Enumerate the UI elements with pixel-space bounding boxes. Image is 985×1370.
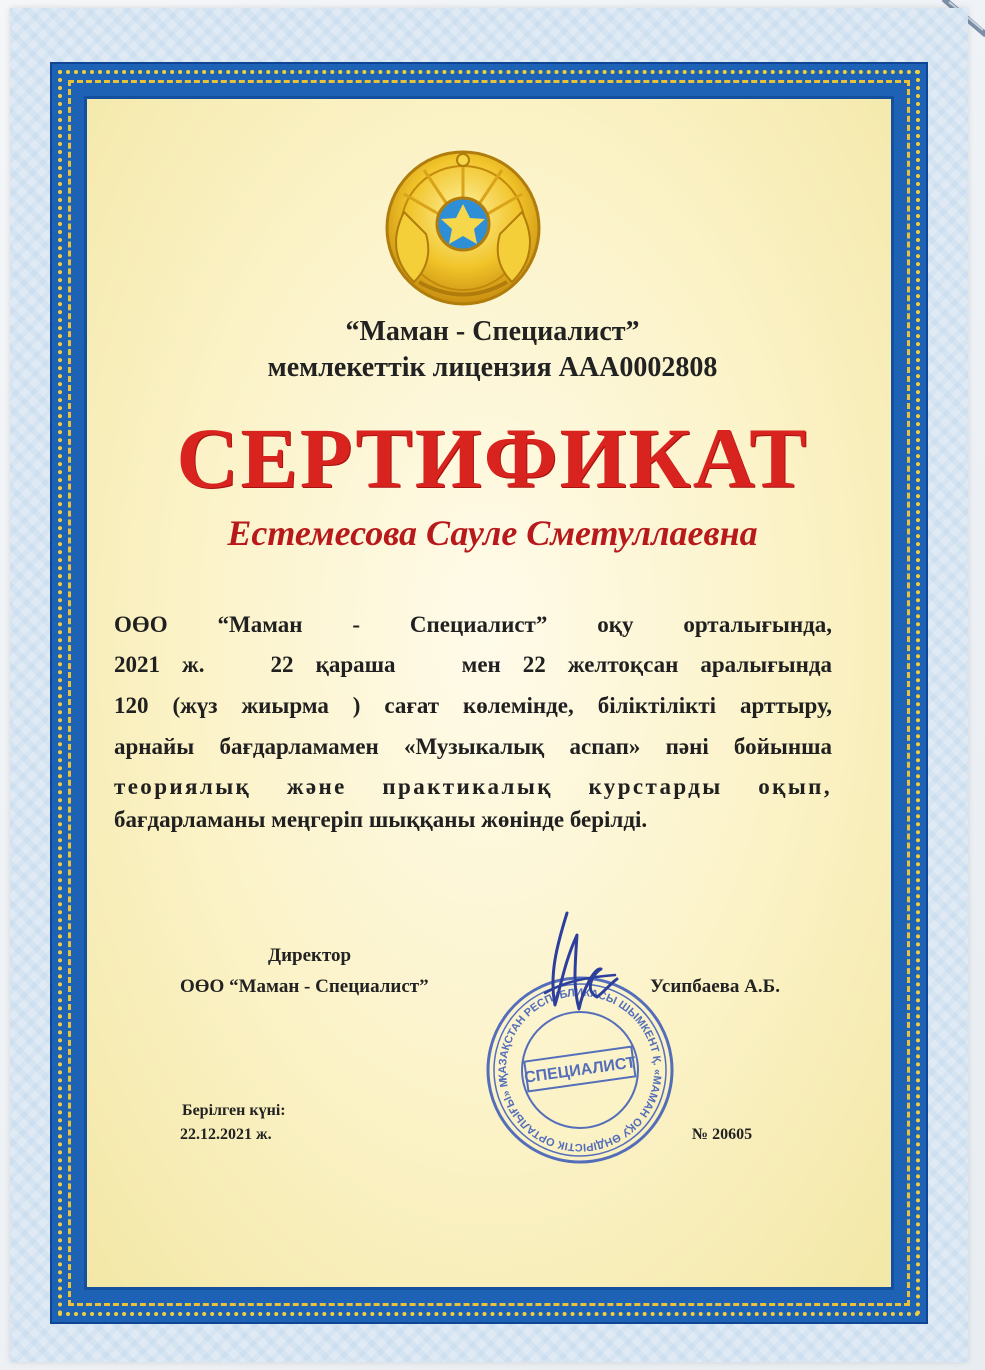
signature-icon <box>505 905 625 1025</box>
issued-date: 22.12.2021 ж. <box>180 1126 272 1143</box>
certificate-number: № 20605 <box>692 1126 753 1143</box>
director-organization: ОӨО “Маман - Специалист” <box>180 976 429 997</box>
body-line-3: 120 (жүз жиырма ) сағат көлемінде, біліктілікті арттыру, <box>114 693 832 718</box>
seal-center-text: СПЕЦИАЛИСТ <box>523 1054 637 1087</box>
license-number: мемлекеттік лицензия ААА0002808 <box>267 352 718 383</box>
certificate-title: СЕРТИФИКАТ <box>176 410 809 506</box>
body-line-2: 2021 ж. 22 қараша мен 22 желтоқсан аралығында <box>114 652 832 677</box>
body-line-1: ОӨО “Маман - Специалист” оқу орталығында, <box>114 612 832 637</box>
body-line-6: бағдарламаны меңгеріп шыққаны жөнінде берілді. <box>114 807 648 832</box>
director-name: Усипбаева А.Б. <box>650 976 780 997</box>
recipient-name: Естемесова Сауле Сметуллаевна <box>227 513 758 553</box>
issued-date-label: Берілген күні: <box>182 1102 286 1119</box>
seal-ring-text: ҚАЗАҚСТАН РЕСПУБЛИКАСЫ ШЫМКЕНТ Қ. «МАМАН ОҚУ ӨНДІРІСТІК ОРТАЛЫҒЫ» МЕКЕМЕСІ <box>496 986 664 1154</box>
state-emblem-icon <box>364 142 562 310</box>
director-title: Директор <box>268 945 352 966</box>
organization-name: “Маман - Специалист” <box>345 316 640 347</box>
body-line-4: арнайы бағдарламамен «Музыкалық аспап» пәні бойынша <box>114 734 832 759</box>
body-line-5: теориялық және практикалық курстарды оқып, <box>114 774 832 799</box>
